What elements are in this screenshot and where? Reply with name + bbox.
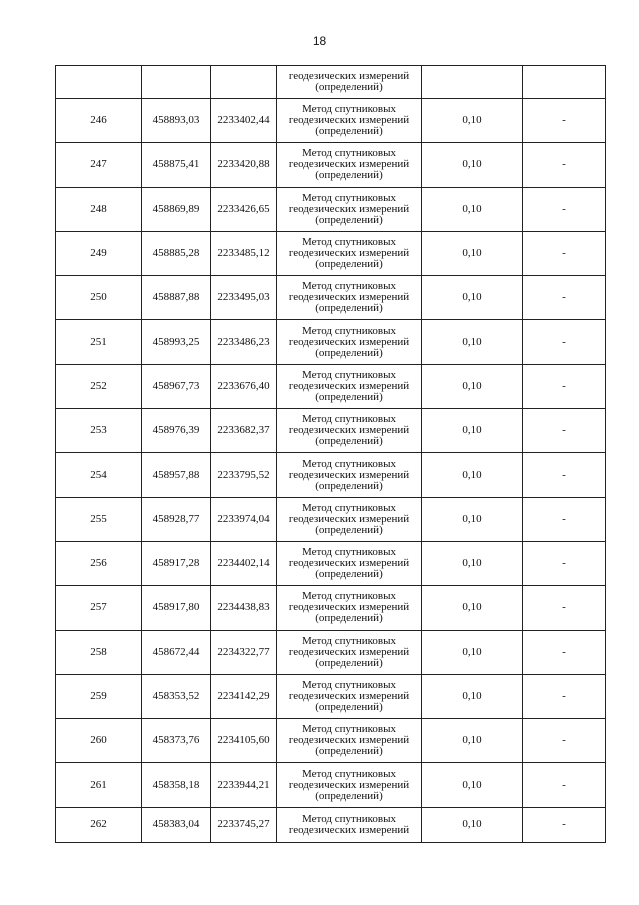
x-coordinate-cell: 458672,44 — [142, 630, 211, 674]
accuracy-cell: 0,10 — [422, 364, 523, 408]
point-number-cell: 259 — [56, 674, 142, 718]
method-line: (определений) — [315, 435, 383, 448]
method-cell — [277, 541, 422, 585]
method-line: (определений) — [315, 789, 383, 802]
method-line: (определений) — [315, 390, 383, 403]
method-line: геодезических измерений — [288, 557, 410, 570]
table-row — [56, 231, 606, 275]
accuracy-cell: 0,10 — [422, 187, 523, 231]
note-cell: - — [523, 143, 606, 187]
method-line: (определений) — [315, 125, 383, 138]
table-row — [56, 763, 606, 807]
method-line: Метод спутниковых — [302, 767, 396, 780]
note-cell: - — [523, 409, 606, 453]
method-line: геодезических измерений — [288, 778, 410, 791]
method-line: геодезических измерений — [288, 645, 410, 658]
method-line: геодезических измерений — [288, 468, 410, 481]
accuracy-cell: 0,10 — [422, 674, 523, 718]
method-line: Метод спутниковых — [302, 590, 396, 603]
method-line: (определений) — [315, 213, 383, 226]
point-number-cell: 251 — [56, 320, 142, 364]
accuracy-cell: 0,10 — [422, 231, 523, 275]
x-coordinate-cell: 458358,18 — [142, 763, 211, 807]
y-coordinate-cell: 2233486,23 — [211, 320, 277, 364]
accuracy-cell — [422, 66, 523, 99]
note-cell: - — [523, 453, 606, 497]
method-line: геодезических измерений — [288, 601, 410, 614]
point-number-cell: 260 — [56, 719, 142, 763]
y-coordinate-cell: 2233402,44 — [211, 99, 277, 143]
point-number-cell: 257 — [56, 586, 142, 630]
note-cell: - — [523, 320, 606, 364]
table-row — [56, 409, 606, 453]
note-cell — [523, 66, 606, 99]
y-coordinate-cell: 2234142,29 — [211, 674, 277, 718]
table-row — [56, 364, 606, 408]
accuracy-cell: 0,10 — [422, 763, 523, 807]
method-cell — [277, 143, 422, 187]
point-number-cell: 246 — [56, 99, 142, 143]
x-coordinate-cell: 458885,28 — [142, 231, 211, 275]
table-row — [56, 99, 606, 143]
method-line: (определений) — [315, 81, 383, 93]
x-coordinate-cell: 458917,28 — [142, 541, 211, 585]
accuracy-cell: 0,10 — [422, 99, 523, 143]
method-cell — [277, 320, 422, 364]
method-line: геодезических измерений — [288, 70, 410, 82]
y-coordinate-cell — [211, 66, 277, 99]
method-line: (определений) — [315, 346, 383, 359]
method-line: геодезических измерений — [288, 202, 410, 215]
table-row — [56, 674, 606, 718]
note-cell: - — [523, 99, 606, 143]
point-number-cell: 258 — [56, 630, 142, 674]
table-row — [56, 66, 606, 99]
method-line: геодезических измерений — [288, 247, 410, 260]
point-number-cell — [56, 66, 142, 99]
point-number-cell: 254 — [56, 453, 142, 497]
method-line: Метод спутниковых — [302, 723, 396, 736]
method-cell — [277, 674, 422, 718]
accuracy-cell: 0,10 — [422, 276, 523, 320]
table-row — [56, 143, 606, 187]
method-line: геодезических измерений — [288, 512, 410, 525]
x-coordinate-cell: 458917,80 — [142, 586, 211, 630]
method-cell — [277, 719, 422, 763]
method-line: геодезических измерений — [288, 424, 410, 437]
y-coordinate-cell: 2234402,14 — [211, 541, 277, 585]
method-line: Метод спутниковых — [302, 812, 396, 825]
method-line: Метод спутниковых — [302, 280, 396, 293]
method-line: геодезических измерений — [288, 158, 410, 171]
y-coordinate-cell: 2233795,52 — [211, 453, 277, 497]
y-coordinate-cell: 2234438,83 — [211, 586, 277, 630]
y-coordinate-cell: 2233676,40 — [211, 364, 277, 408]
table-row — [56, 497, 606, 541]
note-cell: - — [523, 630, 606, 674]
note-cell: - — [523, 541, 606, 585]
method-line: (определений) — [315, 479, 383, 492]
x-coordinate-cell: 458887,88 — [142, 276, 211, 320]
method-cell — [277, 586, 422, 630]
method-line: Метод спутниковых — [302, 457, 396, 470]
x-coordinate-cell: 458967,73 — [142, 364, 211, 408]
point-number-cell: 252 — [56, 364, 142, 408]
method-line: геодезических измерений — [288, 291, 410, 304]
method-line: геодезических измерений — [288, 734, 410, 747]
x-coordinate-cell: 458957,88 — [142, 453, 211, 497]
method-cell — [277, 99, 422, 143]
method-cell — [277, 409, 422, 453]
note-cell: - — [523, 674, 606, 718]
x-coordinate-cell: 458976,39 — [142, 409, 211, 453]
method-line: геодезических измерений — [288, 114, 410, 127]
method-line: (определений) — [315, 745, 383, 758]
table-row — [56, 807, 606, 842]
method-cell — [277, 807, 422, 842]
y-coordinate-cell: 2234105,60 — [211, 719, 277, 763]
method-cell — [277, 187, 422, 231]
point-number-cell: 256 — [56, 541, 142, 585]
note-cell: - — [523, 497, 606, 541]
x-coordinate-cell: 458869,89 — [142, 187, 211, 231]
method-line: геодезических измерений — [288, 335, 410, 348]
accuracy-cell: 0,10 — [422, 497, 523, 541]
point-number-cell: 262 — [56, 807, 142, 842]
method-line: (определений) — [315, 302, 383, 315]
y-coordinate-cell: 2233426,65 — [211, 187, 277, 231]
x-coordinate-cell: 458993,25 — [142, 320, 211, 364]
accuracy-cell: 0,10 — [422, 586, 523, 630]
y-coordinate-cell: 2233974,04 — [211, 497, 277, 541]
table-row — [56, 541, 606, 585]
coordinates-table — [55, 65, 606, 843]
method-cell — [277, 276, 422, 320]
x-coordinate-cell: 458928,77 — [142, 497, 211, 541]
method-cell — [277, 66, 422, 99]
method-cell — [277, 231, 422, 275]
x-coordinate-cell: 458383,04 — [142, 807, 211, 842]
accuracy-cell: 0,10 — [422, 143, 523, 187]
method-line: (определений) — [315, 258, 383, 271]
x-coordinate-cell: 458875,41 — [142, 143, 211, 187]
x-coordinate-cell — [142, 66, 211, 99]
method-line: Метод спутниковых — [302, 236, 396, 249]
method-line: Метод спутниковых — [302, 324, 396, 337]
method-line: (определений) — [315, 169, 383, 182]
x-coordinate-cell: 458893,03 — [142, 99, 211, 143]
note-cell: - — [523, 719, 606, 763]
method-line: Метод спутниковых — [302, 368, 396, 381]
method-line: (определений) — [315, 523, 383, 536]
x-coordinate-cell: 458353,52 — [142, 674, 211, 718]
table-row — [56, 187, 606, 231]
accuracy-cell: 0,10 — [422, 807, 523, 842]
note-cell: - — [523, 276, 606, 320]
y-coordinate-cell: 2234322,77 — [211, 630, 277, 674]
method-line: Метод спутниковых — [302, 501, 396, 514]
note-cell: - — [523, 763, 606, 807]
method-cell — [277, 364, 422, 408]
method-line: геодезических измерений — [288, 823, 410, 836]
y-coordinate-cell: 2233745,27 — [211, 807, 277, 842]
table-row — [56, 719, 606, 763]
accuracy-cell: 0,10 — [422, 320, 523, 364]
page-number: 18 — [312, 34, 327, 48]
point-number-cell: 255 — [56, 497, 142, 541]
note-cell: - — [523, 807, 606, 842]
accuracy-cell: 0,10 — [422, 409, 523, 453]
point-number-cell: 248 — [56, 187, 142, 231]
method-line: геодезических измерений — [288, 690, 410, 702]
method-line: Метод спутниковых — [302, 103, 396, 116]
note-cell: - — [523, 187, 606, 231]
y-coordinate-cell: 2233420,88 — [211, 143, 277, 187]
method-cell — [277, 497, 422, 541]
method-line: геодезических измерений — [288, 379, 410, 392]
method-cell — [277, 453, 422, 497]
method-line: (определений) — [315, 656, 383, 669]
table-row — [56, 276, 606, 320]
note-cell: - — [523, 231, 606, 275]
method-line: Метод спутниковых — [302, 147, 396, 160]
method-cell — [277, 763, 422, 807]
note-cell: - — [523, 364, 606, 408]
method-line: (определений) — [315, 701, 383, 713]
y-coordinate-cell: 2233682,37 — [211, 409, 277, 453]
note-cell: - — [523, 586, 606, 630]
x-coordinate-cell: 458373,76 — [142, 719, 211, 763]
y-coordinate-cell: 2233485,12 — [211, 231, 277, 275]
accuracy-cell: 0,10 — [422, 719, 523, 763]
method-line: Метод спутниковых — [302, 413, 396, 426]
accuracy-cell: 0,10 — [422, 630, 523, 674]
accuracy-cell: 0,10 — [422, 541, 523, 585]
point-number-cell: 250 — [56, 276, 142, 320]
method-line: Метод спутниковых — [302, 634, 396, 647]
method-line: Метод спутниковых — [302, 679, 396, 691]
method-line: Метод спутниковых — [302, 191, 396, 204]
point-number-cell: 249 — [56, 231, 142, 275]
point-number-cell: 247 — [56, 143, 142, 187]
table-row — [56, 586, 606, 630]
table-row — [56, 453, 606, 497]
table-row — [56, 320, 606, 364]
y-coordinate-cell: 2233944,21 — [211, 763, 277, 807]
method-line: Метод спутниковых — [302, 546, 396, 559]
point-number-cell: 253 — [56, 409, 142, 453]
point-number-cell: 261 — [56, 763, 142, 807]
accuracy-cell: 0,10 — [422, 453, 523, 497]
table-row — [56, 630, 606, 674]
method-line: (определений) — [315, 568, 383, 581]
y-coordinate-cell: 2233495,03 — [211, 276, 277, 320]
method-line: (определений) — [315, 612, 383, 625]
method-cell — [277, 630, 422, 674]
